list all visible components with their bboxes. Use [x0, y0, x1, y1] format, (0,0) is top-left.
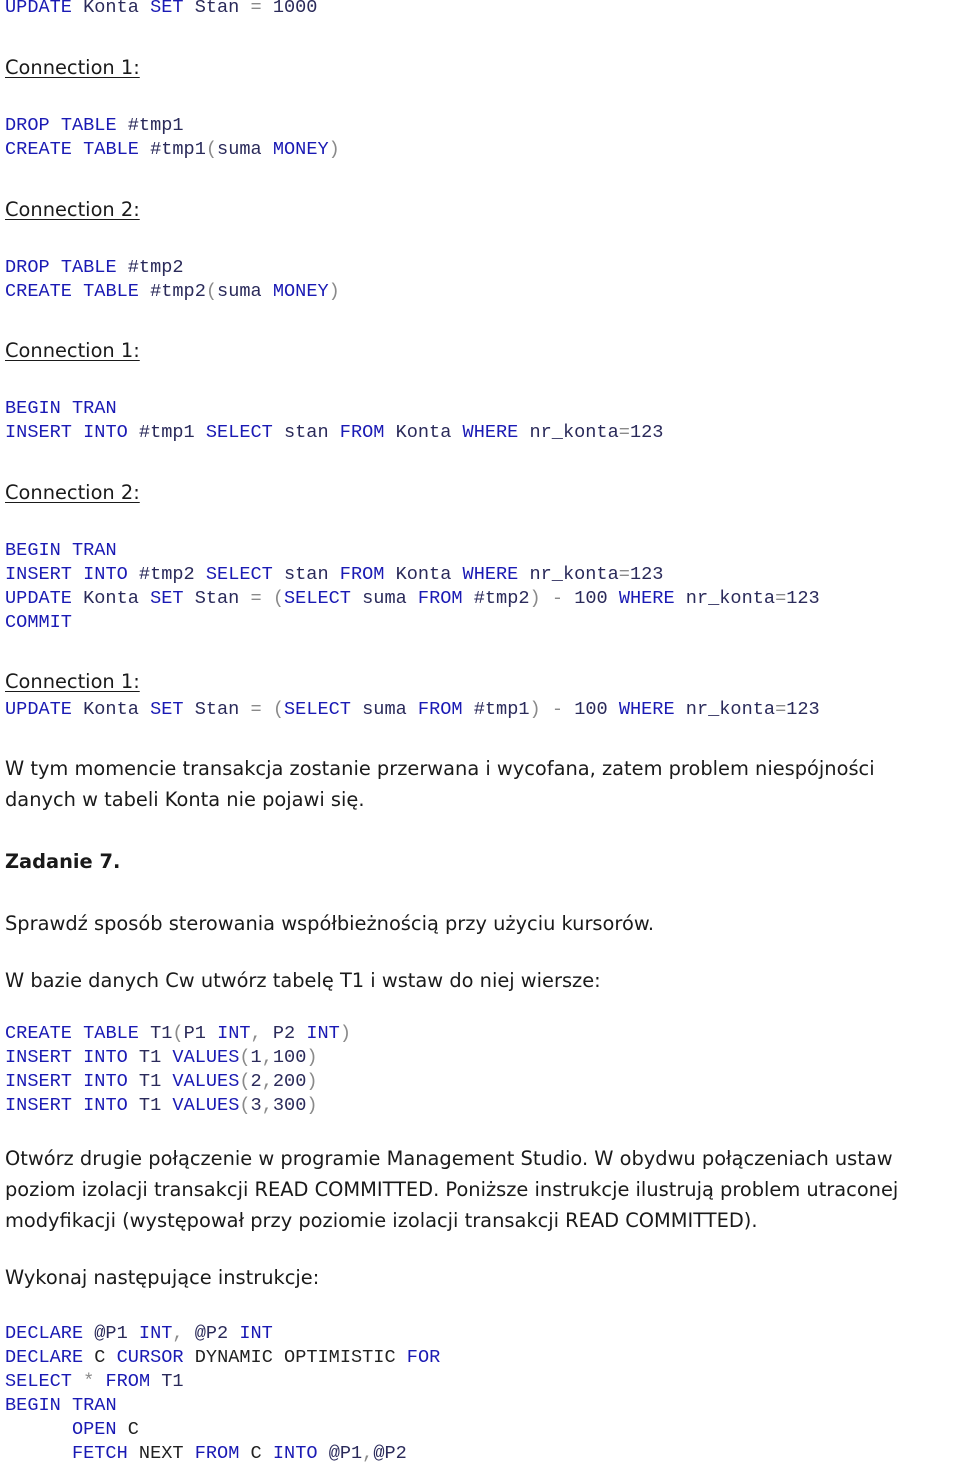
code-line: BEGIN TRAN [5, 1395, 117, 1416]
code-line: COMMIT [5, 612, 72, 633]
code-block [5, 698, 820, 722]
connection-header: Connection 1: [5, 339, 140, 362]
code-block [5, 114, 340, 162]
code-line: UPDATE Konta SET Stan = 1000 [5, 0, 318, 18]
code-line: CREATE TABLE T1(P1 INT, P2 INT) [5, 1023, 352, 1044]
code-block [5, 256, 340, 304]
connection-header: Connection 2: [5, 481, 140, 504]
paragraph-line: poziom izolacji transakcji READ COMMITTED. Poniższe instrukcje ilustrują problem utraconej [5, 1178, 899, 1201]
code-line: INSERT INTO T1 VALUES(2,200) [5, 1071, 318, 1092]
code-line: INSERT INTO T1 VALUES(1,100) [5, 1047, 318, 1068]
task-subtitle: Sprawdź sposób sterowania współbieżnością przy użyciu kursorów. [5, 912, 655, 935]
code-line: INSERT INTO T1 VALUES(3,300) [5, 1095, 318, 1116]
code-line: BEGIN TRAN [5, 540, 117, 561]
paragraph-line: W tym momencie transakcja zostanie przerwana i wycofana, zatem problem niespójności [5, 757, 875, 780]
connection-header: Connection 1: [5, 670, 140, 693]
paragraph [5, 1143, 898, 1236]
connection-header: Connection 1: [5, 56, 140, 79]
code-line: UPDATE Konta SET Stan = (SELECT suma FROM #tmp2) - 100 WHERE nr_konta=123 [5, 588, 820, 609]
paragraph-line: Otwórz drugie połączenie w programie Management Studio. W obydwu połączeniach ustaw [5, 1147, 893, 1170]
instructions-label: Wykonaj następujące instrukcje: [5, 1266, 320, 1289]
paragraph-line: modyfikacji (występował przy poziomie izolacji transakcji READ COMMITTED). [5, 1209, 758, 1232]
code-line: DROP TABLE #tmp1 [5, 115, 184, 136]
code-line: OPEN C [71, 1419, 139, 1440]
code-line: DECLARE @P1 INT, @P2 INT [5, 1323, 273, 1344]
code-line: UPDATE Konta SET Stan = (SELECT suma FROM #tmp1) - 100 WHERE nr_konta=123 [5, 699, 820, 720]
intro-text: W bazie danych Cw utwórz tabelę T1 i wstaw do niej wiersze: [5, 969, 601, 992]
code-block [5, 1322, 440, 1466]
code-block [5, 397, 663, 445]
code-line: CREATE TABLE #tmp2(suma MONEY) [5, 281, 340, 302]
paragraph-line: danych w tabeli Konta nie pojawi się. [5, 788, 365, 811]
task-title: Zadanie 7. [5, 850, 121, 873]
code-line: INSERT INTO #tmp1 SELECT stan FROM Konta WHERE nr_konta=123 [5, 422, 664, 443]
code-line: DECLARE C CURSOR DYNAMIC OPTIMISTIC FOR [5, 1347, 441, 1368]
code-line: INSERT INTO #tmp2 SELECT stan FROM Konta WHERE nr_konta=123 [5, 564, 664, 585]
paragraph [5, 753, 875, 815]
code-line: DROP TABLE #tmp2 [5, 257, 184, 278]
code-block [5, 1022, 351, 1118]
code-block [5, 539, 820, 635]
connection-header: Connection 2: [5, 198, 140, 221]
code-line: BEGIN TRAN [5, 398, 117, 419]
code-line: FETCH NEXT FROM C INTO @P1,@P2 [71, 1443, 407, 1464]
code-line: SELECT * FROM T1 [5, 1371, 184, 1392]
code-line: CREATE TABLE #tmp1(suma MONEY) [5, 139, 340, 160]
